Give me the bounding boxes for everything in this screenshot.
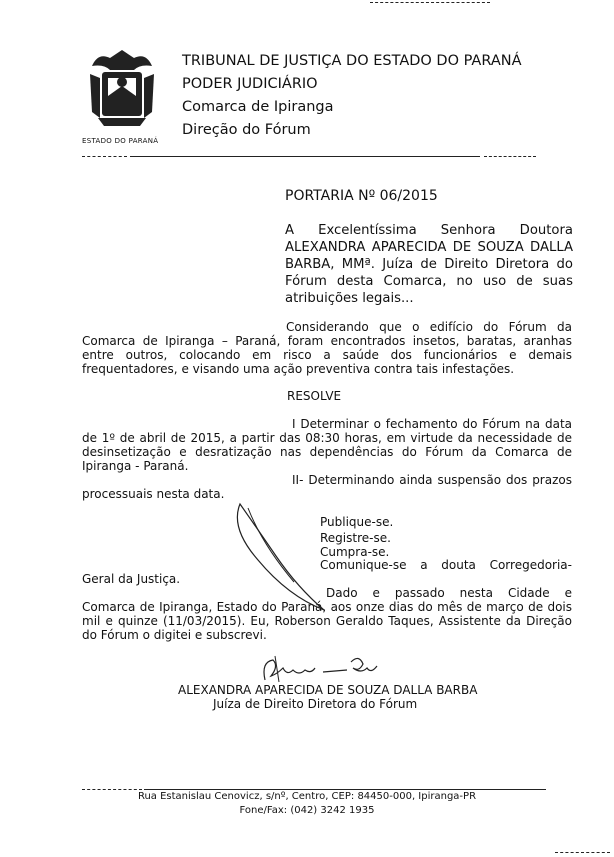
comunique-first: Comunique-se a douta Corregedoria- <box>320 558 572 572</box>
portaria-title: PORTARIA Nº 06/2015 <box>285 188 438 204</box>
header-divider-dashes-right <box>484 156 536 157</box>
preamble: A Excelentíssima Senhora Doutora ALEXANDRA APARECIDA DE SOUZA DALLA BARBA, MMª. Juíza de Direito Diretora do Fórum desta Comarca, no uso de suas atribuições legais... <box>285 223 573 306</box>
comunique-second: Geral da Justiça. <box>82 572 181 586</box>
resolution-item-1: I Determinar o fechamento do Fórum na data de 1º de abril de 2015, a partir das 08:30 horas, em virtude da necessidade de desinsetização e desratização nas dependências do Fórum da Comarca de Ipiranga - Paraná. <box>82 417 572 473</box>
cumpra: Cumpra-se. <box>320 545 390 559</box>
assistant-initials-mark <box>228 498 338 616</box>
footer-dashes-left <box>82 789 142 790</box>
closing-paragraph: Dado e passado nesta Cidade e Comarca de Ipiranga, Estado do Paraná, aos onze dias do mês de março de dois mil e quinze (11/03/2015). Eu, Roberson Geraldo Taques, Assistente da Direção do Fórum o digitei e subscrevi. <box>82 586 572 642</box>
resolve-heading: RESOLVE <box>287 389 342 403</box>
handwritten-signature <box>255 652 385 686</box>
signer-name: ALEXANDRA APARECIDA DE SOUZA DALLA BARBA <box>178 683 478 697</box>
coat-of-arms-logo <box>88 48 156 134</box>
top-edge-dashes <box>370 2 490 3</box>
header-divider <box>130 156 480 157</box>
coat-caption: ESTADO DO PARANÁ <box>82 137 159 145</box>
footer-phone: Fone/Fax: (042) 3242 1935 <box>239 805 375 816</box>
header-divider-dashes-left <box>82 156 127 157</box>
header-comarca: Comarca de Ipiranga <box>182 99 334 115</box>
footer-divider <box>144 789 546 790</box>
signer-role: Juíza de Direito Diretora do Fórum <box>213 697 418 711</box>
header-court: TRIBUNAL DE JUSTIÇA DO ESTADO DO PARANÁ <box>182 53 522 69</box>
considerando-paragraph: Considerando que o edifício do Fórum da Comarca de Ipiranga – Paraná, foram encontrados insetos, baratas, aranhas entre outros, colocando em risco a saúde dos funcionários e demais frequentadores, e visando uma ação preventiva contra tais infestações. <box>82 320 572 376</box>
publique: Publique-se. <box>320 515 394 529</box>
registre: Registre-se. <box>320 531 391 545</box>
footer-address: Rua Estanislau Cenovicz, s/nº, Centro, CEP: 84450-000, Ipiranga-PR <box>137 791 477 802</box>
resolution-item-2: II- Determinando ainda suspensão dos prazos processuais nesta data. <box>82 473 572 501</box>
header-direction: Direção do Fórum <box>182 122 311 138</box>
bottom-edge-dashes <box>555 852 610 853</box>
header-power: PODER JUDICIÁRIO <box>182 76 318 92</box>
